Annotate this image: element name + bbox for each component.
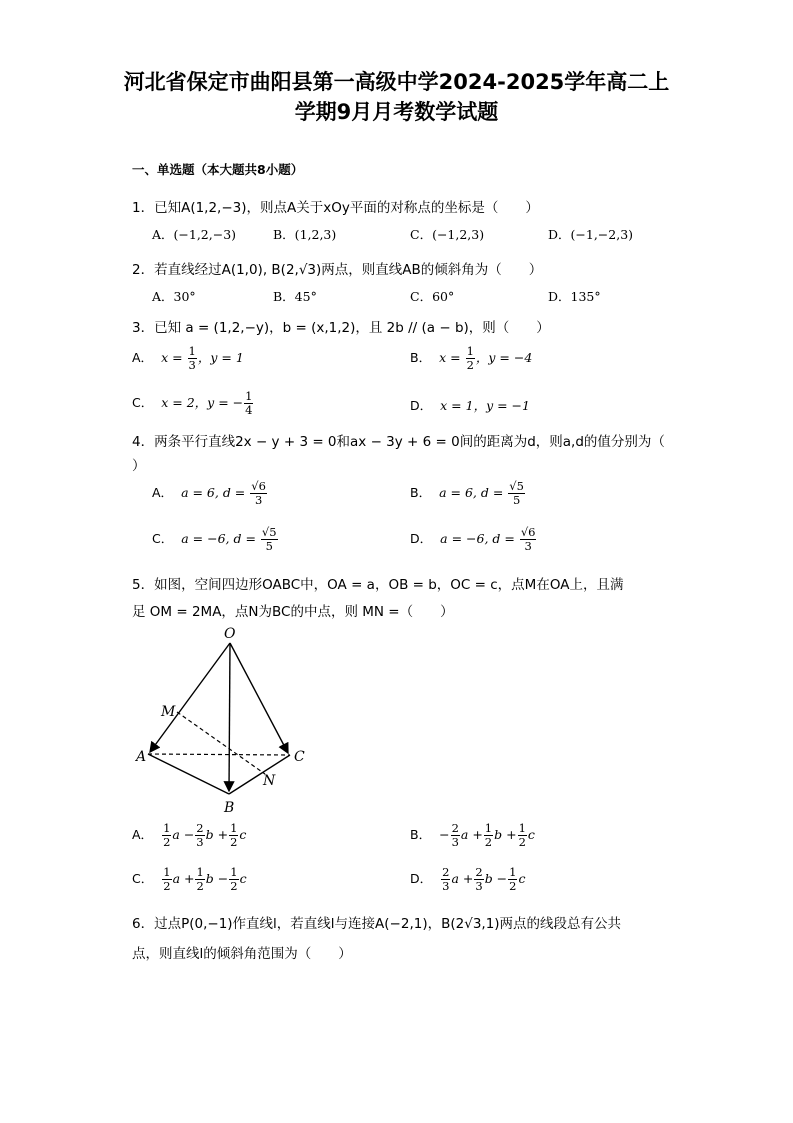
numerator: 1: [509, 865, 517, 879]
fraction: [229, 822, 238, 849]
option-label: C．: [132, 395, 154, 410]
denominator: 2: [163, 835, 171, 849]
option-label: D．: [410, 531, 433, 546]
question-4-option-c[interactable]: [152, 526, 279, 553]
denominator: 3: [475, 879, 483, 893]
option-label: D．: [410, 398, 433, 413]
question-1-option-d[interactable]: D．(−1,−2,3): [548, 227, 634, 242]
numerator: 2: [475, 865, 483, 879]
option-label: C．: [132, 871, 154, 886]
denominator: 2: [518, 835, 526, 849]
option-text: ，y = −4: [475, 350, 533, 365]
numerator: √5: [509, 479, 524, 493]
denominator: 5: [512, 493, 521, 507]
term: a −: [172, 827, 195, 842]
question-3-option-c[interactable]: [132, 390, 254, 417]
fraction: [520, 526, 537, 553]
option-text: x = 1，y = −1: [440, 398, 530, 413]
denominator: 4: [245, 403, 253, 417]
denominator: 3: [188, 358, 196, 372]
term: c: [239, 871, 247, 886]
option-text: a = 6, d =: [181, 485, 246, 500]
numerator: 1: [163, 821, 171, 835]
numerator: 1: [518, 821, 526, 835]
question-1-stem: 1．已知A(1,2,−3)，则点A关于xOy平面的对称点的坐标是（ ）: [132, 200, 539, 216]
segment-mn-dashed: [177, 712, 265, 774]
numerator: 1: [484, 821, 493, 835]
term: a +: [451, 871, 474, 886]
question-6-stem-line2: 点，则直线l的倾斜角范围为（ ）: [132, 946, 352, 962]
fraction: [162, 822, 171, 849]
question-5-stem-line2: 足 OM = 2MA，点N为BC的中点，则 MN =（ ）: [132, 604, 454, 620]
numerator: 1: [466, 344, 474, 358]
label-a: A: [136, 749, 147, 765]
fraction: [195, 866, 204, 893]
edge-ac-dashed: [148, 754, 290, 755]
denominator: 3: [254, 493, 263, 507]
option-label: B．: [410, 827, 432, 842]
term: c: [239, 827, 247, 842]
question-5-option-c[interactable]: [132, 866, 247, 893]
question-4-stem-line2: ）: [132, 458, 146, 474]
question-5-option-d[interactable]: [410, 866, 526, 893]
fraction: [250, 480, 267, 507]
option-label: A．: [132, 827, 154, 842]
question-2-option-d[interactable]: D．135°: [548, 289, 601, 304]
option-text: x = 2，y = −: [161, 395, 244, 410]
numerator: 1: [163, 865, 171, 879]
question-4-option-d[interactable]: [410, 526, 537, 553]
option-text: a = 6, d =: [439, 485, 504, 500]
question-5-option-b[interactable]: [410, 822, 535, 849]
term: b −: [205, 871, 229, 886]
edge-oa: [150, 643, 230, 752]
question-3-option-b[interactable]: [410, 345, 532, 372]
edge-bc: [229, 755, 290, 794]
tetrahedron-figure: [130, 622, 320, 816]
option-text: x =: [439, 350, 461, 365]
fraction: [261, 526, 278, 553]
fraction: [195, 822, 204, 849]
question-6-stem-line1: 6．过点P(0,−1)作直线l，若直线l与连接A(−2,1)，B(2√3,1)两点的线段总有公共: [132, 916, 622, 932]
denominator: 3: [196, 835, 204, 849]
term: c: [518, 871, 526, 886]
denominator: 3: [451, 835, 459, 849]
question-1-option-b[interactable]: B．(1,2,3): [273, 227, 337, 242]
edge-ob: [229, 643, 230, 791]
numerator: √6: [251, 479, 266, 493]
denominator: 2: [230, 835, 238, 849]
section-heading: 一、单选题（本大题共8小题）: [132, 162, 304, 177]
fraction: [508, 866, 517, 893]
numerator: 2: [451, 821, 459, 835]
numerator: 2: [196, 821, 204, 835]
option-label: D．: [410, 871, 433, 886]
denominator: 3: [524, 539, 532, 553]
exam-title-line1: 河北省保定市曲阳县第一高级中学2024-2025学年高二上: [123, 70, 670, 94]
denominator: 5: [265, 539, 273, 553]
fraction: [484, 822, 493, 849]
numerator: 1: [188, 344, 196, 358]
question-1-option-c[interactable]: C．(−1,2,3): [410, 227, 485, 242]
label-c: C: [294, 749, 305, 765]
question-3-option-a[interactable]: [132, 345, 244, 372]
numerator: √5: [261, 525, 277, 539]
fraction: [466, 345, 475, 372]
fraction: [474, 866, 483, 893]
denominator: 2: [163, 879, 171, 893]
numerator: 2: [442, 865, 450, 879]
sign: −: [439, 827, 450, 842]
fraction: [508, 480, 525, 507]
fraction: [229, 866, 238, 893]
denominator: 2: [484, 835, 493, 849]
option-label: B．: [410, 485, 432, 500]
denominator: 2: [230, 879, 238, 893]
term: c: [527, 827, 535, 842]
question-2-option-b[interactable]: B．45°: [273, 289, 317, 304]
term: a +: [172, 871, 195, 886]
option-label: A．: [132, 350, 154, 365]
label-n: N: [263, 773, 276, 789]
question-4-stem-line1: 4．两条平行直线2x − y + 3 = 0和ax − 3y + 6 = 0间的距离为d，则a,d的值分别为（: [132, 434, 665, 450]
question-5-stem-line1: 5．如图，空间四边形OABC中，OA = a，OB = b，OC = c，点M在OA上，且满: [132, 577, 624, 593]
option-text: ，y = 1: [197, 350, 244, 365]
label-o: O: [224, 626, 236, 642]
question-3-option-d[interactable]: [410, 396, 530, 414]
question-1-option-a[interactable]: A．(−1,2,−3): [152, 227, 237, 242]
term: b +: [205, 827, 229, 842]
fraction: [441, 866, 450, 893]
denominator: 3: [442, 879, 450, 893]
term: a +: [460, 827, 483, 842]
option-text: a = −6, d =: [181, 531, 256, 546]
question-3-stem: 3．已知 a = (1,2,−y)，b = (x,1,2)，且 2b // (a − b)，则（ ）: [132, 320, 550, 336]
option-text: x =: [161, 350, 183, 365]
numerator: √6: [520, 525, 536, 539]
fraction: [518, 822, 527, 849]
denominator: 2: [466, 358, 474, 372]
edge-ab: [148, 754, 229, 794]
option-label: A．: [152, 485, 174, 500]
fraction: [451, 822, 460, 849]
option-text: a = −6, d =: [440, 531, 515, 546]
denominator: 2: [509, 879, 517, 893]
question-2-stem: 2．若直线经过A(1,0), B(2,√3)两点，则直线AB的倾斜角为（ ）: [132, 262, 543, 278]
fraction: [188, 345, 197, 372]
term: b +: [494, 827, 517, 842]
exam-title-line2: 学期9月月考数学试题: [294, 100, 499, 124]
fraction: [162, 866, 171, 893]
label-m: M: [161, 704, 176, 720]
numerator: 1: [230, 821, 238, 835]
question-4-option-b[interactable]: [410, 480, 526, 507]
edge-oc: [230, 643, 288, 753]
question-2-option-c[interactable]: C．60°: [410, 289, 455, 304]
numerator: 1: [230, 865, 238, 879]
numerator: 1: [196, 865, 204, 879]
question-4-option-a[interactable]: [152, 480, 268, 507]
option-label: B．: [410, 350, 432, 365]
label-b: B: [224, 800, 235, 816]
numerator: 1: [245, 389, 253, 403]
fraction: [244, 390, 253, 417]
question-5-option-a[interactable]: [132, 822, 246, 849]
term: b −: [484, 871, 508, 886]
question-2-option-a[interactable]: A．30°: [152, 289, 196, 304]
denominator: 2: [196, 879, 204, 893]
option-label: C．: [152, 531, 174, 546]
